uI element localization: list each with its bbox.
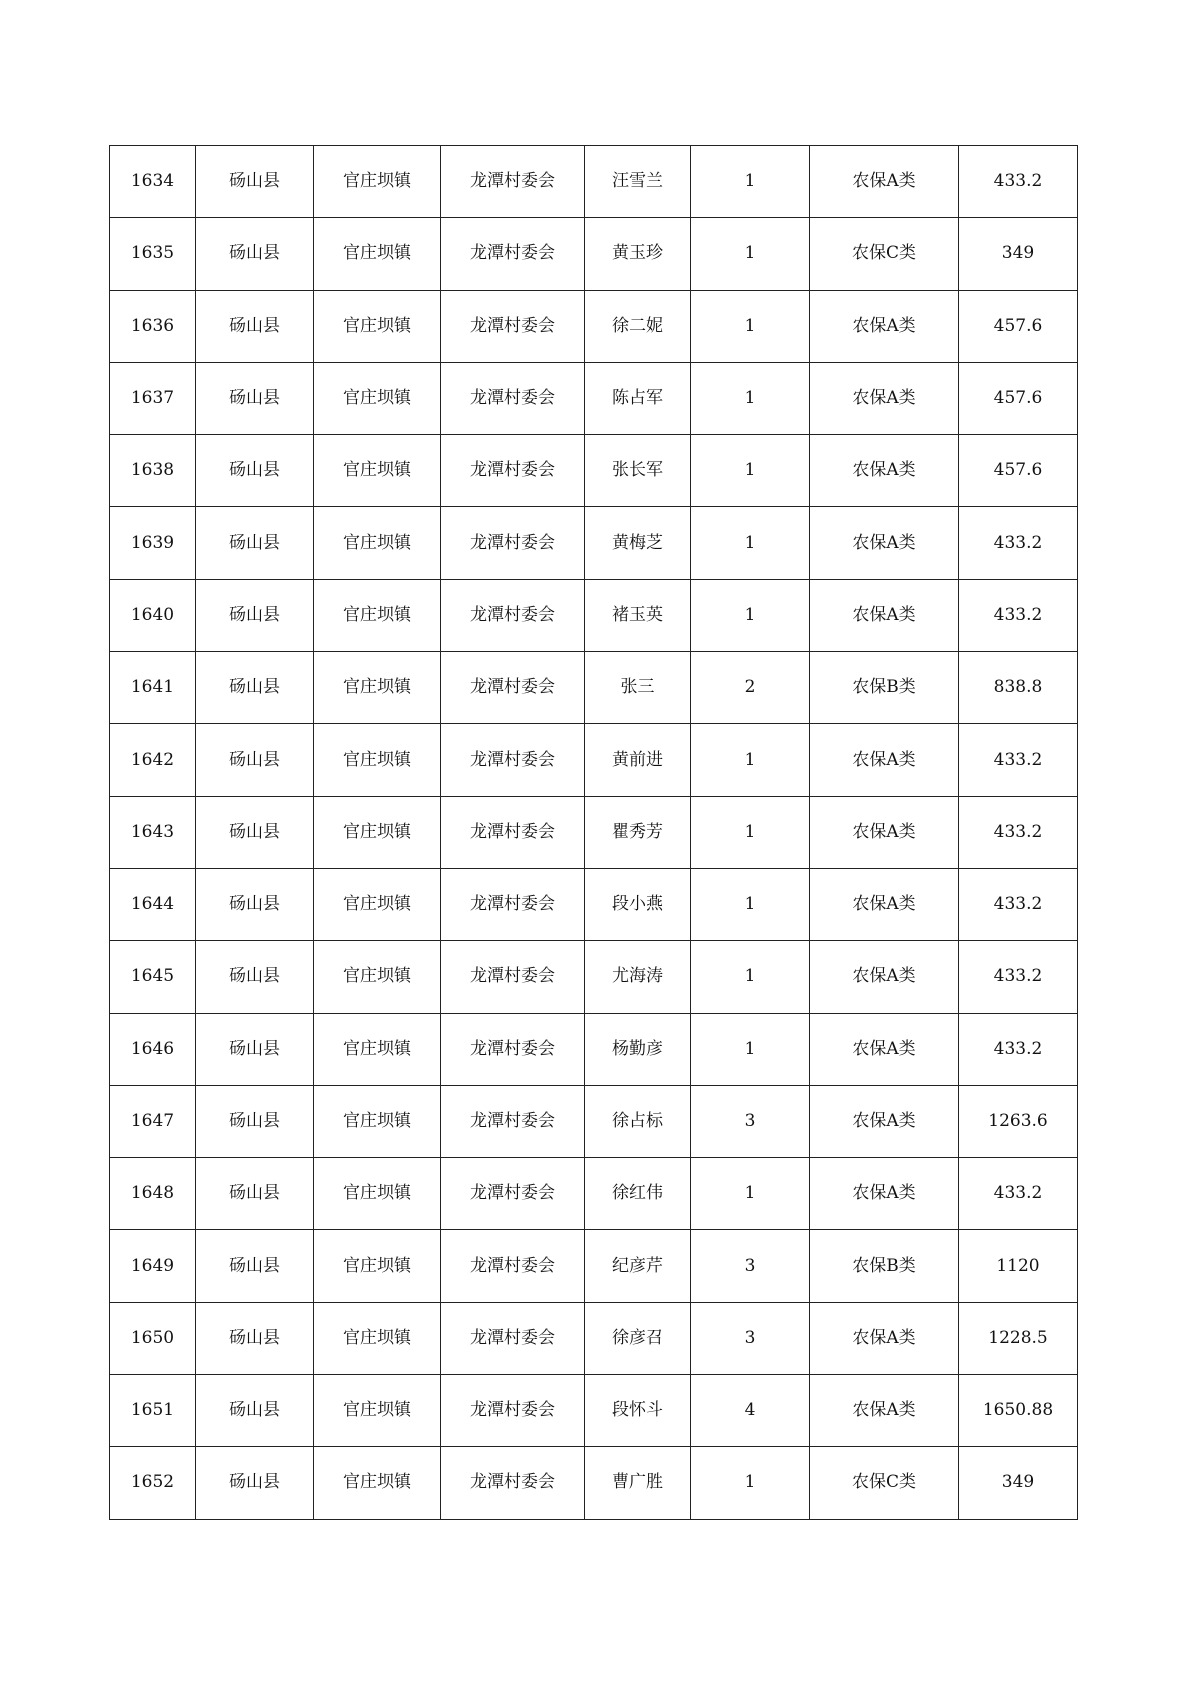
household-count-cell: 3 [691,1085,810,1157]
insurance-category-cell: 农保B类 [810,652,959,724]
serial-number-cell: 1640 [110,579,196,651]
person-name-cell: 段小燕 [585,868,691,940]
household-count-cell: 1 [691,724,810,796]
person-name-cell: 瞿秀芳 [585,796,691,868]
town-cell: 官庄坝镇 [314,290,441,362]
serial-number-cell: 1636 [110,290,196,362]
insurance-category-cell: 农保A类 [810,1302,959,1374]
amount-cell: 1263.6 [959,1085,1078,1157]
county-cell: 砀山县 [196,941,314,1013]
household-count-cell: 1 [691,507,810,579]
table-row [110,1302,1078,1374]
amount-cell: 433.2 [959,1013,1078,1085]
table-row [110,652,1078,724]
table-row [110,507,1078,579]
amount-cell: 1228.5 [959,1302,1078,1374]
household-count-cell: 1 [691,941,810,1013]
table-row [110,1375,1078,1447]
village-committee-cell: 龙潭村委会 [441,796,585,868]
village-committee-cell: 龙潭村委会 [441,1013,585,1085]
table-row [110,1447,1078,1519]
insurance-category-cell: 农保A类 [810,579,959,651]
person-name-cell: 杨勤彦 [585,1013,691,1085]
household-count-cell: 1 [691,796,810,868]
insurance-category-cell: 农保A类 [810,1085,959,1157]
town-cell: 官庄坝镇 [314,941,441,1013]
person-name-cell: 徐占标 [585,1085,691,1157]
amount-cell: 433.2 [959,507,1078,579]
amount-cell: 433.2 [959,146,1078,218]
county-cell: 砀山县 [196,507,314,579]
town-cell: 官庄坝镇 [314,1230,441,1302]
village-committee-cell: 龙潭村委会 [441,868,585,940]
serial-number-cell: 1652 [110,1447,196,1519]
county-cell: 砀山县 [196,146,314,218]
village-committee-cell: 龙潭村委会 [441,507,585,579]
town-cell: 官庄坝镇 [314,579,441,651]
person-name-cell: 黄梅芝 [585,507,691,579]
serial-number-cell: 1641 [110,652,196,724]
person-name-cell: 徐红伟 [585,1158,691,1230]
table-row [110,362,1078,434]
serial-number-cell: 1650 [110,1302,196,1374]
insurance-category-cell: 农保A类 [810,1158,959,1230]
insurance-category-cell: 农保A类 [810,868,959,940]
village-committee-cell: 龙潭村委会 [441,941,585,1013]
insurance-category-cell: 农保A类 [810,146,959,218]
household-count-cell: 1 [691,218,810,290]
county-cell: 砀山县 [196,868,314,940]
serial-number-cell: 1644 [110,868,196,940]
county-cell: 砀山县 [196,1085,314,1157]
table-row [110,1158,1078,1230]
household-count-cell: 4 [691,1375,810,1447]
table-row [110,146,1078,218]
person-name-cell: 黄前进 [585,724,691,796]
county-cell: 砀山县 [196,1013,314,1085]
village-committee-cell: 龙潭村委会 [441,1230,585,1302]
table-body [110,146,1078,1520]
serial-number-cell: 1638 [110,435,196,507]
town-cell: 官庄坝镇 [314,1158,441,1230]
village-committee-cell: 龙潭村委会 [441,579,585,651]
insurance-category-cell: 农保C类 [810,218,959,290]
county-cell: 砀山县 [196,362,314,434]
insurance-category-cell: 农保A类 [810,1013,959,1085]
county-cell: 砀山县 [196,724,314,796]
insurance-category-cell: 农保A类 [810,435,959,507]
household-count-cell: 1 [691,146,810,218]
person-name-cell: 尤海涛 [585,941,691,1013]
serial-number-cell: 1634 [110,146,196,218]
village-committee-cell: 龙潭村委会 [441,1302,585,1374]
insurance-category-cell: 农保B类 [810,1230,959,1302]
town-cell: 官庄坝镇 [314,868,441,940]
insurance-category-cell: 农保A类 [810,941,959,1013]
serial-number-cell: 1643 [110,796,196,868]
household-count-cell: 1 [691,579,810,651]
insurance-category-cell: 农保A类 [810,290,959,362]
village-committee-cell: 龙潭村委会 [441,362,585,434]
village-committee-cell: 龙潭村委会 [441,290,585,362]
amount-cell: 838.8 [959,652,1078,724]
table-row [110,724,1078,796]
amount-cell: 433.2 [959,579,1078,651]
amount-cell: 433.2 [959,941,1078,1013]
person-name-cell: 汪雪兰 [585,146,691,218]
household-count-cell: 1 [691,290,810,362]
village-committee-cell: 龙潭村委会 [441,218,585,290]
village-committee-cell: 龙潭村委会 [441,652,585,724]
town-cell: 官庄坝镇 [314,796,441,868]
town-cell: 官庄坝镇 [314,362,441,434]
table-row [110,579,1078,651]
person-name-cell: 黄玉珍 [585,218,691,290]
county-cell: 砀山县 [196,1302,314,1374]
county-cell: 砀山县 [196,1158,314,1230]
town-cell: 官庄坝镇 [314,1375,441,1447]
county-cell: 砀山县 [196,652,314,724]
serial-number-cell: 1642 [110,724,196,796]
serial-number-cell: 1635 [110,218,196,290]
household-count-cell: 2 [691,652,810,724]
amount-cell: 433.2 [959,868,1078,940]
county-cell: 砀山县 [196,1447,314,1519]
county-cell: 砀山县 [196,218,314,290]
insurance-category-cell: 农保A类 [810,507,959,579]
table-row [110,941,1078,1013]
household-count-cell: 1 [691,868,810,940]
table-row [110,1013,1078,1085]
amount-cell: 457.6 [959,435,1078,507]
insurance-category-cell: 农保A类 [810,362,959,434]
household-count-cell: 3 [691,1230,810,1302]
amount-cell: 433.2 [959,1158,1078,1230]
amount-cell: 433.2 [959,724,1078,796]
town-cell: 官庄坝镇 [314,146,441,218]
person-name-cell: 段怀斗 [585,1375,691,1447]
person-name-cell: 纪彦芹 [585,1230,691,1302]
town-cell: 官庄坝镇 [314,724,441,796]
town-cell: 官庄坝镇 [314,218,441,290]
amount-cell: 1650.88 [959,1375,1078,1447]
town-cell: 官庄坝镇 [314,507,441,579]
household-count-cell: 3 [691,1302,810,1374]
table-row [110,868,1078,940]
village-committee-cell: 龙潭村委会 [441,1375,585,1447]
village-committee-cell: 龙潭村委会 [441,435,585,507]
town-cell: 官庄坝镇 [314,435,441,507]
amount-cell: 433.2 [959,796,1078,868]
table-row [110,290,1078,362]
village-committee-cell: 龙潭村委会 [441,146,585,218]
serial-number-cell: 1647 [110,1085,196,1157]
household-count-cell: 1 [691,435,810,507]
table-row [110,796,1078,868]
household-count-cell: 1 [691,362,810,434]
town-cell: 官庄坝镇 [314,1085,441,1157]
household-count-cell: 1 [691,1013,810,1085]
serial-number-cell: 1646 [110,1013,196,1085]
person-name-cell: 徐彦召 [585,1302,691,1374]
amount-cell: 349 [959,1447,1078,1519]
serial-number-cell: 1648 [110,1158,196,1230]
serial-number-cell: 1645 [110,941,196,1013]
person-name-cell: 张长军 [585,435,691,507]
household-count-cell: 1 [691,1447,810,1519]
town-cell: 官庄坝镇 [314,1013,441,1085]
village-committee-cell: 龙潭村委会 [441,1085,585,1157]
amount-cell: 457.6 [959,290,1078,362]
insurance-category-cell: 农保A类 [810,724,959,796]
benefit-table [109,145,1078,1520]
person-name-cell: 陈占军 [585,362,691,434]
county-cell: 砀山县 [196,1230,314,1302]
table-row [110,435,1078,507]
table-row [110,218,1078,290]
amount-cell: 457.6 [959,362,1078,434]
serial-number-cell: 1637 [110,362,196,434]
insurance-category-cell: 农保A类 [810,1375,959,1447]
village-committee-cell: 龙潭村委会 [441,724,585,796]
serial-number-cell: 1639 [110,507,196,579]
town-cell: 官庄坝镇 [314,1447,441,1519]
amount-cell: 1120 [959,1230,1078,1302]
person-name-cell: 褚玉英 [585,579,691,651]
table-row [110,1085,1078,1157]
serial-number-cell: 1649 [110,1230,196,1302]
household-count-cell: 1 [691,1158,810,1230]
town-cell: 官庄坝镇 [314,652,441,724]
village-committee-cell: 龙潭村委会 [441,1447,585,1519]
table-row [110,1230,1078,1302]
serial-number-cell: 1651 [110,1375,196,1447]
county-cell: 砀山县 [196,290,314,362]
amount-cell: 349 [959,218,1078,290]
insurance-category-cell: 农保C类 [810,1447,959,1519]
village-committee-cell: 龙潭村委会 [441,1158,585,1230]
insurance-category-cell: 农保A类 [810,796,959,868]
person-name-cell: 曹广胜 [585,1447,691,1519]
county-cell: 砀山县 [196,579,314,651]
person-name-cell: 张三 [585,652,691,724]
county-cell: 砀山县 [196,1375,314,1447]
person-name-cell: 徐二妮 [585,290,691,362]
county-cell: 砀山县 [196,435,314,507]
town-cell: 官庄坝镇 [314,1302,441,1374]
county-cell: 砀山县 [196,796,314,868]
